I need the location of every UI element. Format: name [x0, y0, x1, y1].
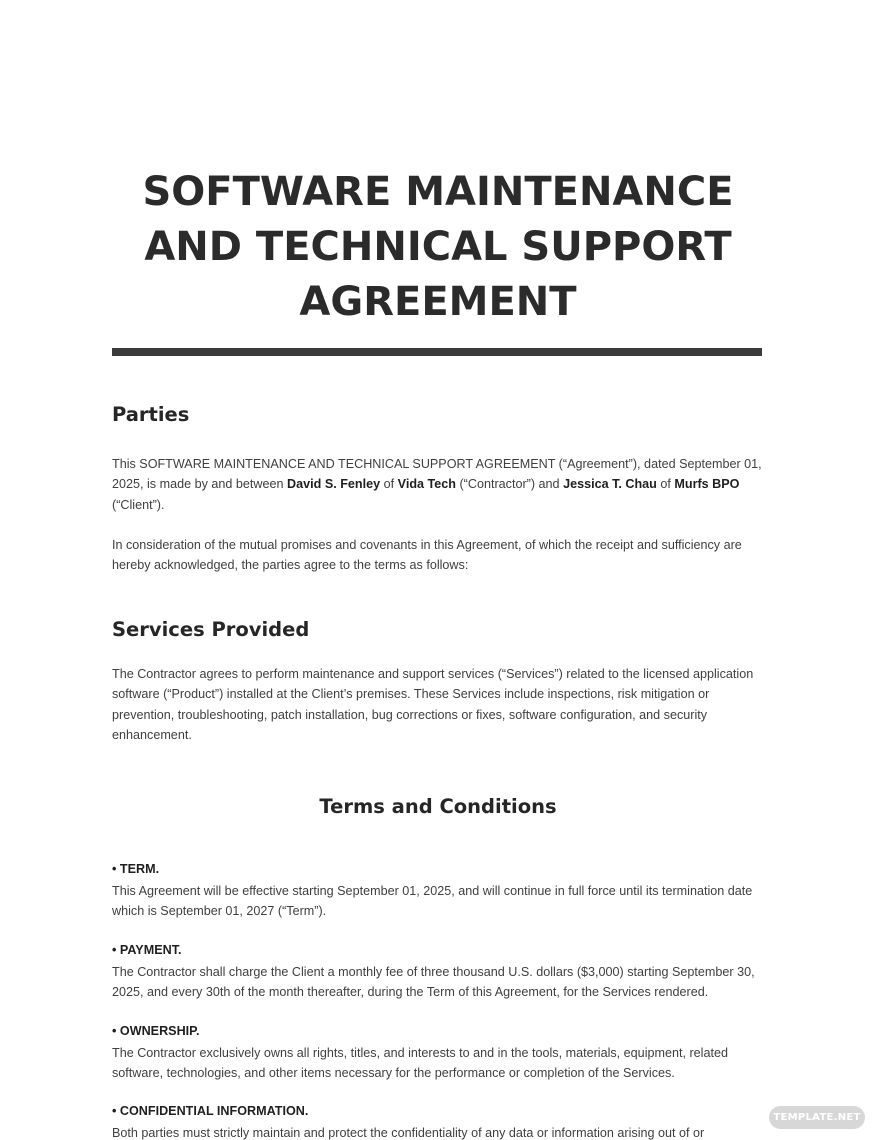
- parties-text-1: This SOFTWARE MAINTENANCE AND TECHNICAL SUPPORT AGREEMENT (“Agreement”), dated September 01, 2025, is made by and between: [112, 457, 762, 492]
- payment-text: The Contractor shall charge the Client a monthly fee of three thousand U.S. dollars ($3,000) starting September 30, 2025, and every 30th of the month thereafter, during the Term of this Agreement, for the Services rendered.: [112, 965, 755, 1000]
- parties-text-3: (“Contractor”) and: [455, 477, 564, 492]
- payment-label: • PAYMENT.: [112, 943, 182, 957]
- contractor-company: Vida Tech: [397, 477, 456, 492]
- watermark-badge: TEMPLATE.NET: [769, 1106, 865, 1129]
- client-name: Jessica T. Chau: [563, 477, 657, 492]
- title-line-1: SOFTWARE MAINTENANCE: [142, 169, 734, 215]
- consideration-paragraph: In consideration of the mutual promises and covenants in this Agreement, of which the receipt and sufficiency are hereby acknowledged, the parties agree to the terms as follows:: [112, 538, 742, 573]
- term-text: This Agreement will be effective starting September 01, 2025, and will continue in full force until its termination date which is September 01, 2027 (“Term”).: [112, 884, 753, 919]
- parties-paragraph: [112, 454, 772, 515]
- ownership-label: • OWNERSHIP.: [112, 1024, 200, 1038]
- contractor-name: David S. Fenley: [287, 477, 381, 492]
- title-divider: [112, 348, 762, 356]
- title-line-3: AGREEMENT: [299, 279, 577, 325]
- parties-text-5: (“Client”).: [112, 497, 165, 512]
- parties-heading: Parties: [112, 403, 190, 426]
- terms-heading: Terms and Conditions: [319, 795, 557, 818]
- client-company: Murfs BPO: [674, 477, 740, 492]
- document-title: [112, 165, 764, 330]
- parties-text-2: of: [380, 477, 398, 492]
- services-paragraph: The Contractor agrees to perform maintenance and support services (“Services”) related to the licensed application software (“Product”) installed at the Client’s premises. These Services include inspections, risk mitigation or prevention, troubleshooting, patch installation, bug corrections or fixes, software configuration, and security enhancement.: [112, 667, 754, 742]
- confidential-text: Both parties must strictly maintain and protect the confidentiality of any data or information arising out of or: [112, 1126, 705, 1140]
- services-heading: Services Provided: [112, 618, 310, 641]
- ownership-text: The Contractor exclusively owns all rights, titles, and interests to and in the tools, materials, equipment, related software, technologies, and other items necessary for the performance or completion of the Services.: [112, 1046, 728, 1081]
- parties-text-4: of: [656, 477, 675, 492]
- confidential-label: • CONFIDENTIAL INFORMATION.: [112, 1104, 309, 1118]
- term-label: • TERM.: [112, 862, 160, 876]
- title-line-2: AND TECHNICAL SUPPORT: [144, 224, 732, 270]
